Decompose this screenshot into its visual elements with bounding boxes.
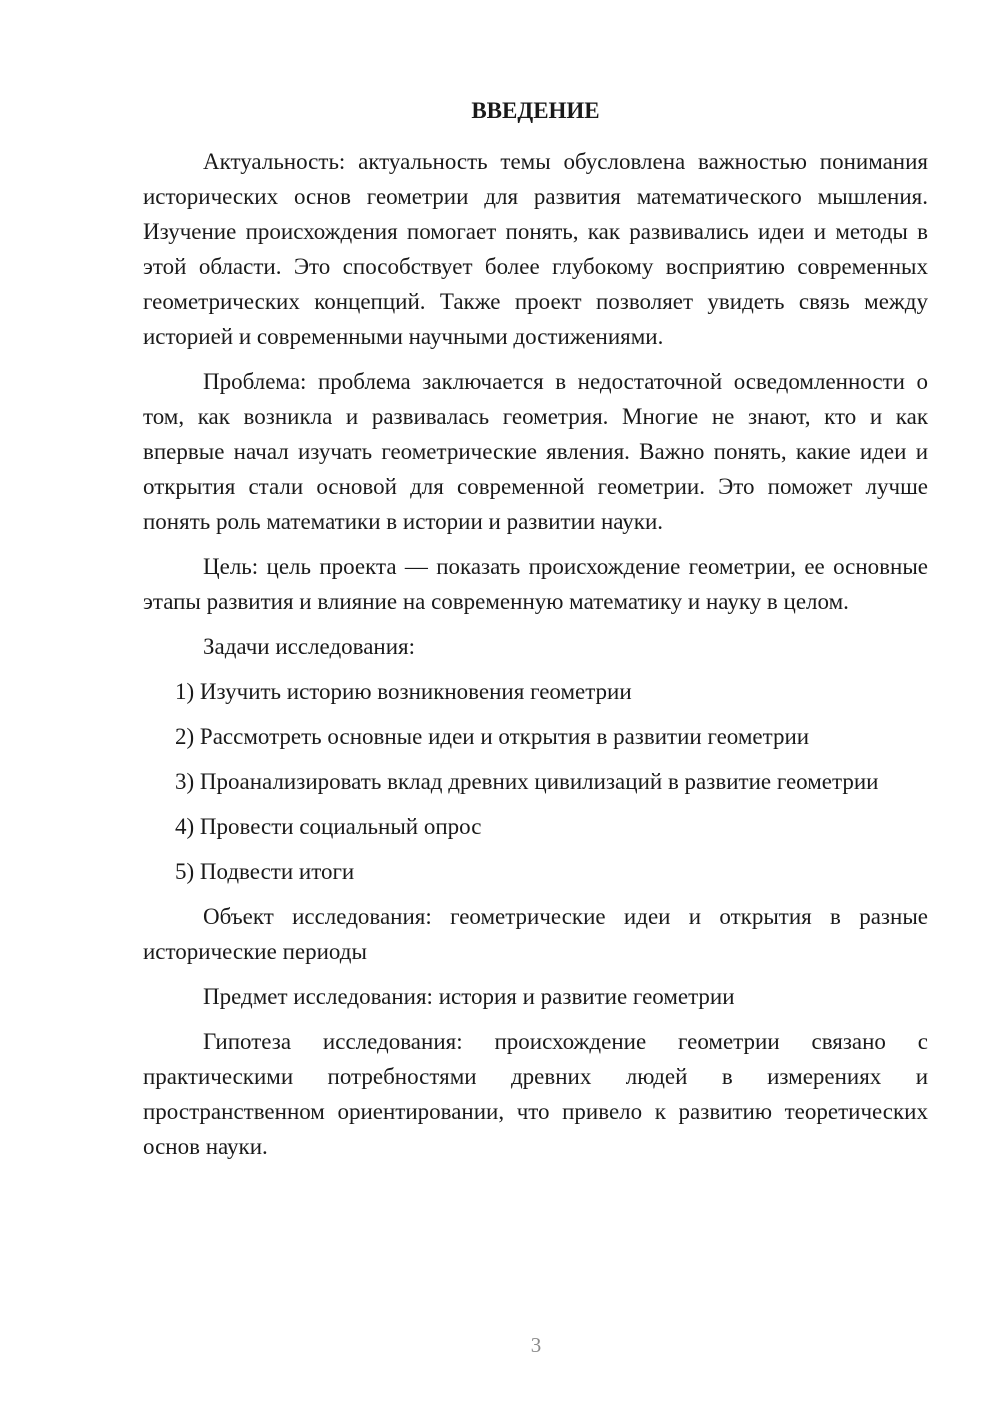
problem-paragraph: Проблема: проблема заключается в недостаточной осведомленности о том, как возникла и развивалась геометрия. Многие не знают, кто и как впервые начал изучать геометрические явления. Важно понять, какие идеи и открытия стали основой для современной геометрии. Это поможет лучше понять роль математики в истории и развитии науки. (143, 369, 928, 534)
task-item: 1) Изучить историю возникновения геометрии (175, 679, 632, 704)
task-item: 3) Проанализировать вклад древних цивилизаций в развитие геометрии (175, 769, 879, 794)
relevance-paragraph: Актуальность: актуальность темы обусловлена важностью понимания исторических основ геометрии для развития математического мышления. Изучение происхождения помогает понять, как развивались идеи и методы в этой области. Это способствует более глубокому восприятию современных геометрических концепций. Также проект позволяет увидеть связь между историей и современными научными достижениями. (143, 149, 928, 349)
goal-paragraph: Цель: цель проекта — показать происхождение геометрии, ее основные этапы развития и влияние на современную математику и науку в целом. (143, 554, 928, 614)
task-item: 2) Рассмотреть основные идеи и открытия в развитии геометрии (175, 724, 810, 749)
page-number: 3 (530, 1333, 542, 1357)
hypothesis-paragraph: Гипотеза исследования: происхождение геометрии связано с практическими потребностями древних людей в измерениях и пространственном ориентировании, что привело к развитию теоретических основ науки. (143, 1029, 928, 1159)
task-item: 5) Подвести итоги (175, 859, 355, 884)
object-paragraph: Объект исследования: геометрические идеи и открытия в разные исторические периоды (143, 904, 928, 964)
tasks-intro: Задачи исследования: (203, 634, 416, 659)
document-page (143, 96, 928, 1174)
section-heading: ВВЕДЕНИЕ (471, 98, 600, 123)
subject-paragraph: Предмет исследования: история и развитие геометрии (203, 984, 735, 1009)
task-item: 4) Провести социальный опрос (175, 814, 482, 839)
